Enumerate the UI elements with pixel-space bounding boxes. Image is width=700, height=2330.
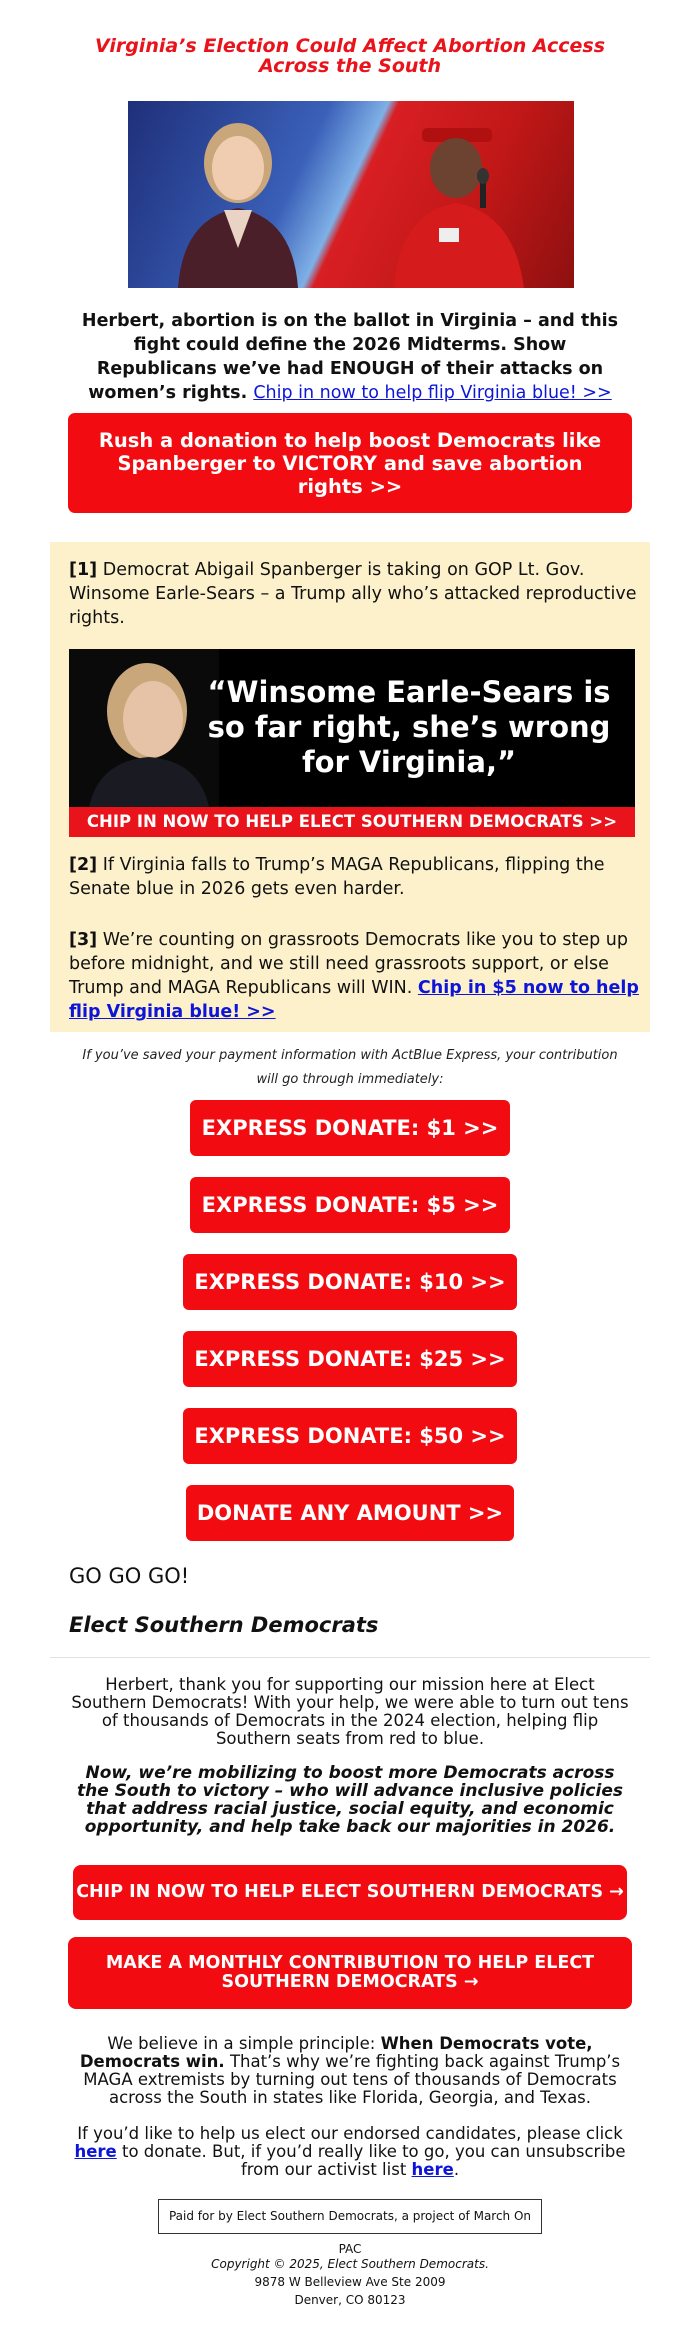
donate-any-amount-button[interactable]: DONATE ANY AMOUNT >> [186, 1485, 514, 1541]
point-3 [69, 928, 639, 1024]
footer [70, 2255, 630, 2309]
point-2 [69, 853, 639, 901]
gogo-text: GO GO GO! [69, 1564, 190, 1588]
candidate-spanberger-figure [158, 108, 318, 288]
point-2-number: [2] [69, 855, 98, 875]
help-text-1: If you’d like to help us elect our endorsed candidates, please click [77, 2124, 623, 2143]
express-donate-5-button[interactable]: EXPRESS DONATE: $5 >> [190, 1177, 510, 1233]
help-text-2: to donate. But, if you’d really like to go, you can unsubscribe from our activist list [121, 2142, 626, 2179]
point-1-text: Democrat Abigail Spanberger is taking on GOP Lt. Gov. Winsome Earle-Sears – a Trump ally who’s attacked reproductive rights. [69, 560, 637, 628]
intro-text: Herbert, abortion is on the ballot in Virginia – and this fight could define the 2026 Midterms. Show Republicans we’ve had ENOUGH of their attacks on women’s rights. [81, 311, 619, 403]
rush-donation-button[interactable]: Rush a donation to help boost Democrats like Spanberger to VICTORY and save abortion rights >> [68, 413, 632, 513]
spanberger-portrait [69, 649, 219, 807]
express-donate-25-button[interactable]: EXPRESS DONATE: $25 >> [183, 1331, 517, 1387]
help-text-3: . [453, 2160, 460, 2179]
quote-text: “Winsome Earle-Sears is so far right, she’s wrong for Virginia,” [207, 675, 611, 779]
donate-here-link[interactable]: here [74, 2142, 117, 2161]
signature: Elect Southern Democrats [69, 1613, 379, 1637]
address-line-1: 9878 W Belleview Ave Ste 2009 [254, 2275, 446, 2289]
unsubscribe-here-link[interactable]: here [411, 2160, 454, 2179]
point-3-number: [3] [69, 930, 98, 950]
divider [50, 1657, 650, 1658]
quote-banner-cta[interactable]: CHIP IN NOW TO HELP ELECT SOUTHERN DEMOCRATS >> [69, 807, 635, 837]
help-paragraph [70, 2125, 630, 2179]
principle-lead: We believe in a simple principle: [107, 2034, 376, 2053]
copyright-text: Copyright © 2025, Elect Southern Democrats. [211, 2257, 489, 2271]
express-donate-1-button[interactable]: EXPRESS DONATE: $1 >> [190, 1100, 510, 1156]
point-2-text: If Virginia falls to Trump’s MAGA Republicans, flipping the Senate blue in 2026 gets even harder. [69, 855, 605, 899]
principle-bold: When Democrats vote, Democrats win. [79, 2034, 593, 2071]
point-1-number: [1] [69, 560, 98, 580]
principle-rest: That’s why we’re fighting back against Trump’s MAGA extremists by turning out tens of thousands of Democrats across the South in states like Florida, Georgia, and Texas. [83, 2052, 621, 2107]
express-note: If you’ve saved your payment information with ActBlue Express, your contribution will go through immediately: [82, 1048, 618, 1087]
chip-in-5-link[interactable]: Chip in $5 now to help flip Virginia blue! >> [69, 978, 639, 1022]
candidate-earle-sears-figure [384, 108, 534, 288]
hero-image[interactable] [128, 101, 574, 288]
quote-banner[interactable] [69, 649, 635, 837]
thanks-paragraph: Herbert, thank you for supporting our mission here at Elect Southern Democrats! With your help, we were able to turn out tens of thousands of Democrats in the 2024 election, helping flip Southern seats from red to blue. [71, 1675, 629, 1748]
headline: Virginia’s Election Could Affect Abortion Access Across the South [94, 35, 606, 77]
express-donate-10-button[interactable]: EXPRESS DONATE: $10 >> [183, 1254, 517, 1310]
principle-paragraph [70, 2035, 630, 2107]
mobilize-paragraph: Now, we’re mobilizing to boost more Democrats across the South to victory – who will advance inclusive policies that address racial justice, social equity, and economic opportunity, and help take back our majorities in 2026. [77, 1763, 623, 1837]
chip-in-button[interactable]: CHIP IN NOW TO HELP ELECT SOUTHERN DEMOCRATS → [73, 1865, 627, 1920]
address-line-2: Denver, CO 80123 [294, 2293, 406, 2307]
intro-donate-link[interactable]: Chip in now to help flip Virginia blue! >> [253, 383, 612, 403]
point-1 [69, 558, 639, 630]
paid-for-disclaimer: Paid for by Elect Southern Democrats, a project of March On PAC [158, 2199, 542, 2234]
express-donate-50-button[interactable]: EXPRESS DONATE: $50 >> [183, 1408, 517, 1464]
intro-paragraph [72, 309, 628, 405]
key-points-box [50, 542, 650, 1032]
point-3-text: We’re counting on grassroots Democrats like you to step up before midnight, and we still need grassroots support, or else Trump and MAGA Republicans will WIN. [69, 930, 629, 998]
monthly-contribution-button[interactable]: MAKE A MONTHLY CONTRIBUTION TO HELP ELECT SOUTHERN DEMOCRATS → [68, 1937, 632, 2009]
